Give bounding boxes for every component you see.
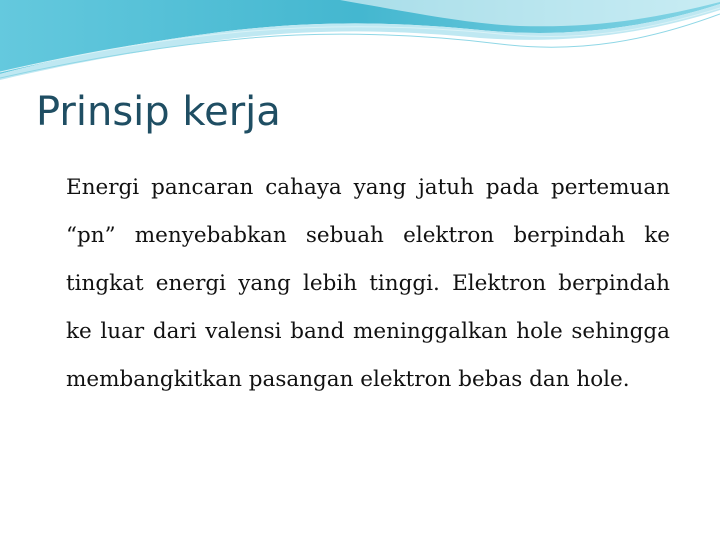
- decorative-wave-header: [0, 0, 720, 90]
- body-paragraph: Energi pancaran cahaya yang jatuh pada pertemuan “pn” menyebabkan sebuah elektron berpindah ke tingkat energi yang lebih tinggi. Elektron berpindah ke luar dari valensi band meninggalkan hole sehingga membangkitkan pasangan elektron bebas dan hole.: [66, 175, 670, 392]
- slide-title: Prinsip kerja: [36, 89, 281, 135]
